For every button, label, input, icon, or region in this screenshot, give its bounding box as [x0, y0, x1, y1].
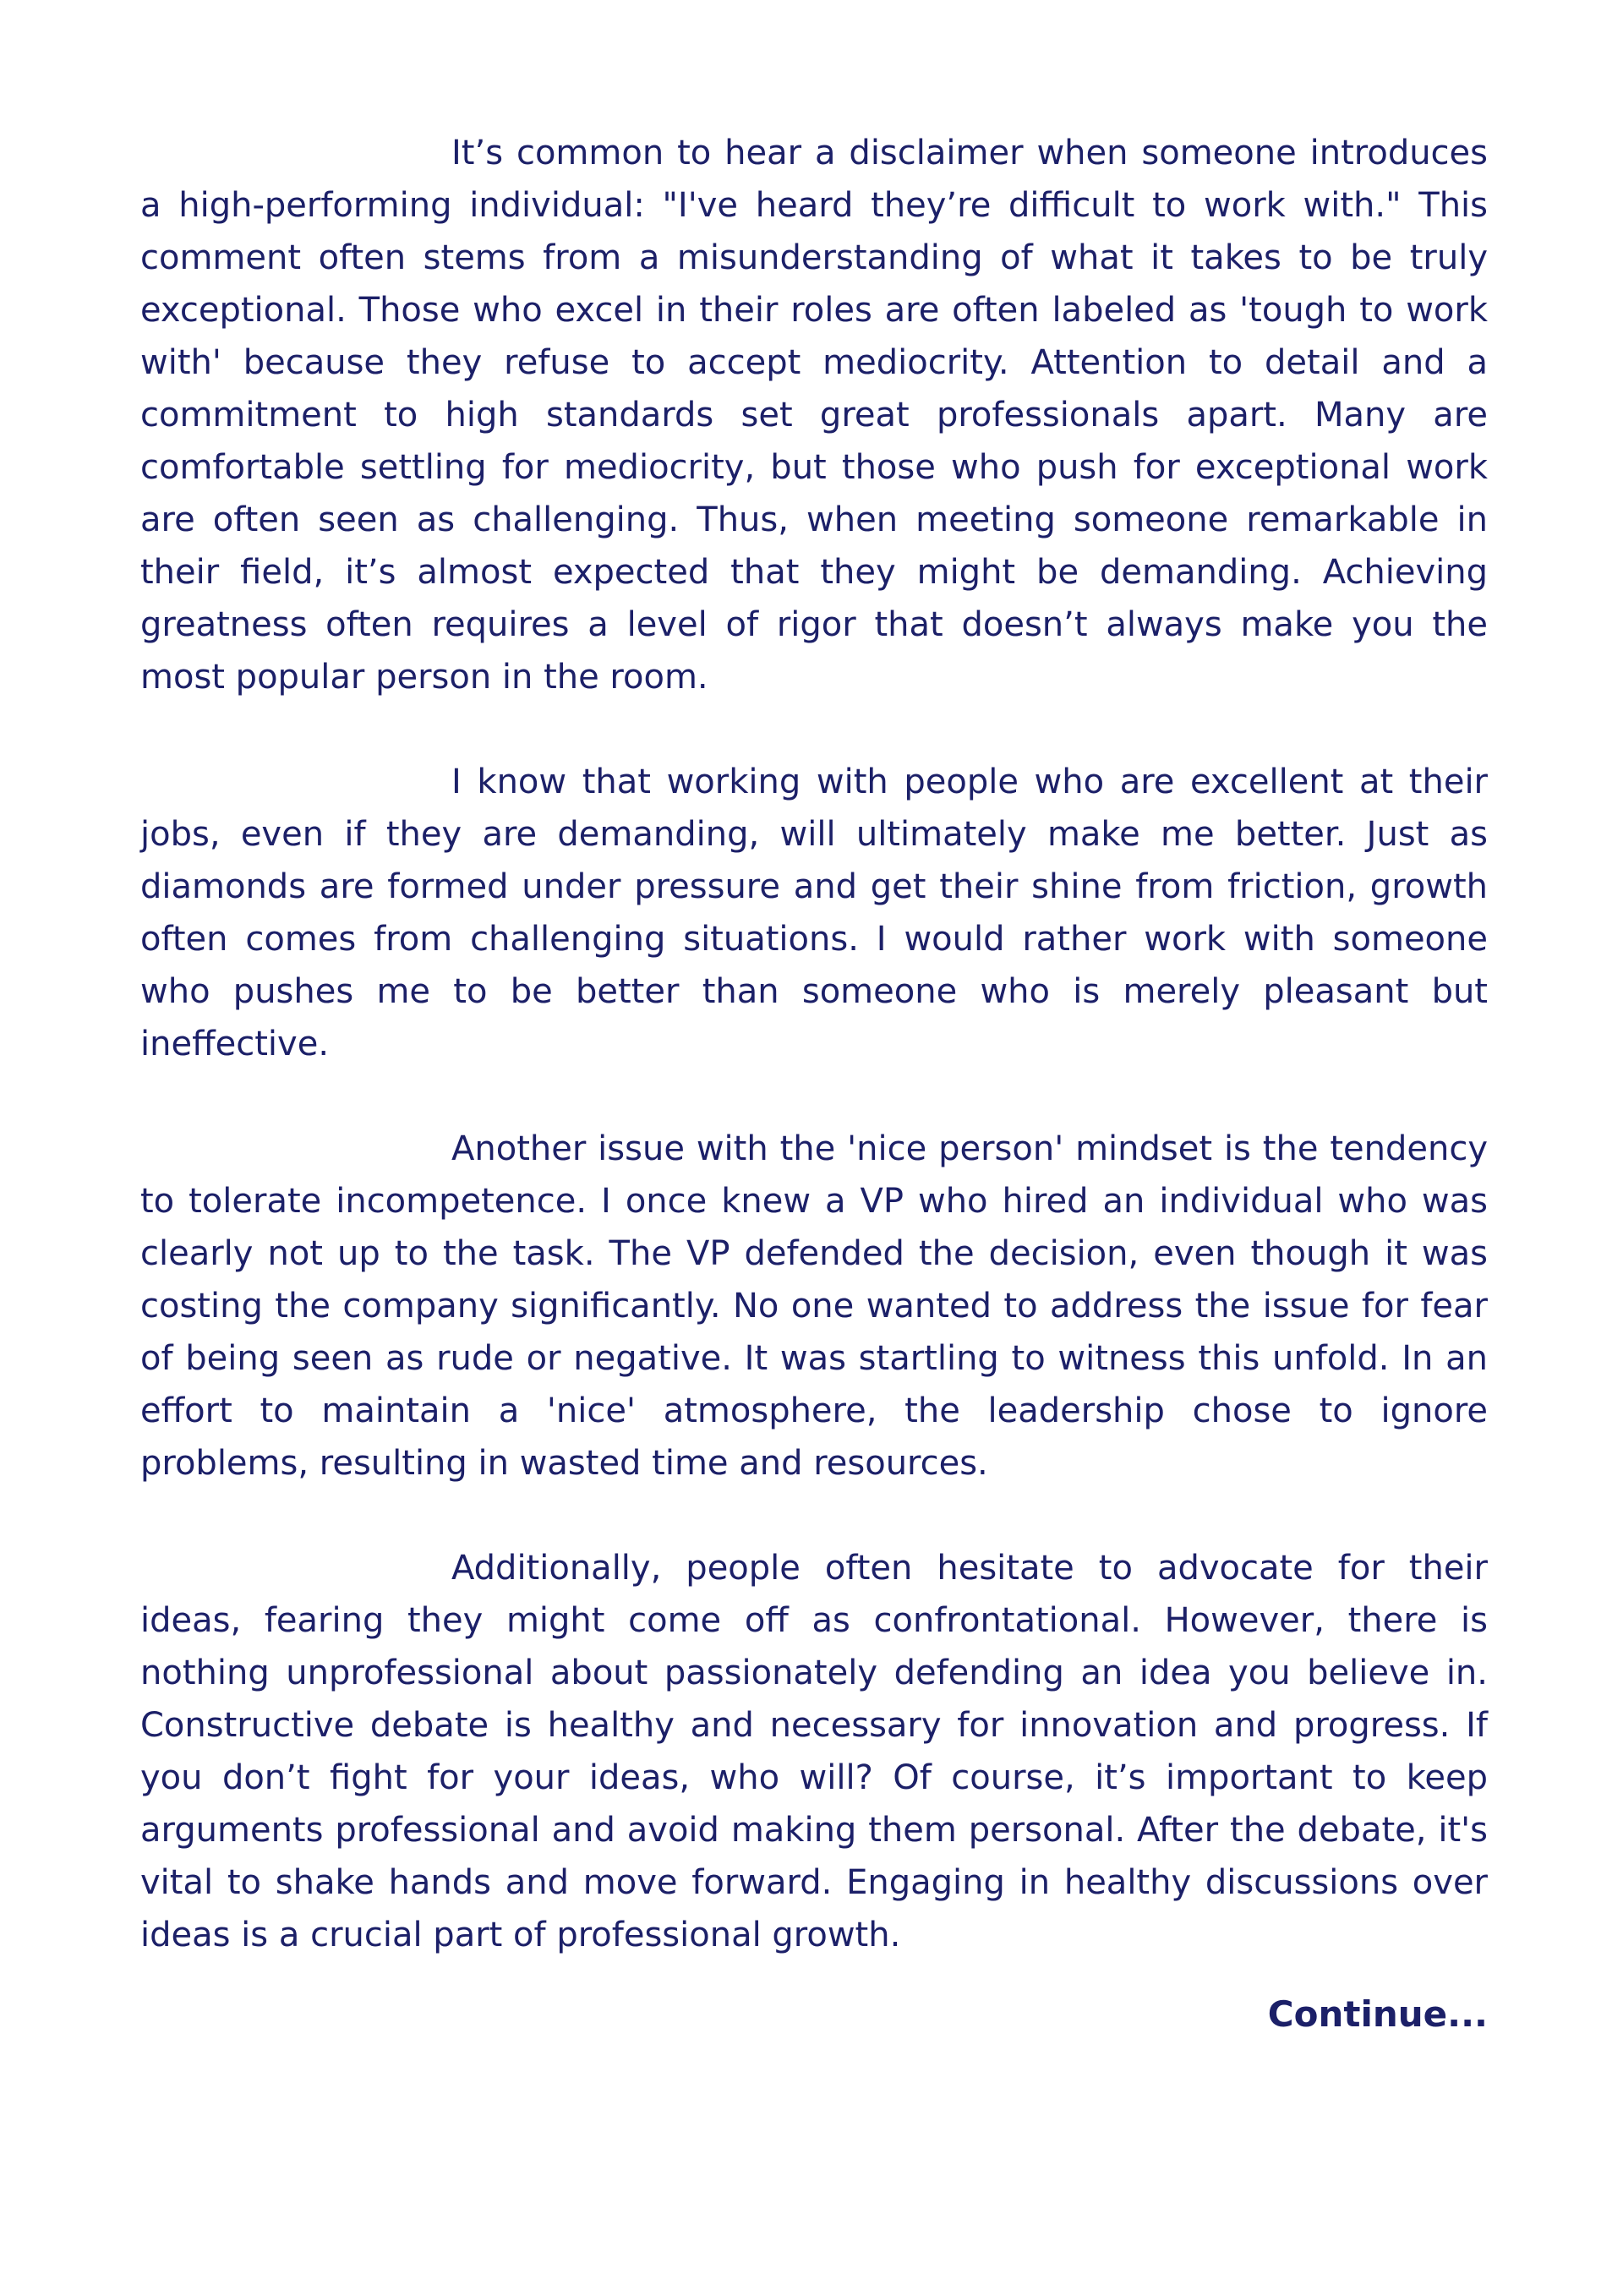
paragraph-1: It’s common to hear a disclaimer when someone introduces a high-performing individual: "I've heard they’re difficult to work with." This comment often stems from a misunderstanding of what it takes to be truly exceptional. Those who excel in their roles are often labeled as 'tough to work with' because they refuse to accept mediocrity. Attention to detail and a commitment to high standards set great professionals apart. Many are comfortable settling for mediocrity, but those who push for exceptional work are often seen as challenging. Thus, when meeting someone remarkable in their field, it’s almost expected that they might be demanding. Achieving greatness often requires a level of rigor that doesn’t always make you the most popular person in the room. — [140, 134, 1488, 697]
paragraph-2: I know that working with people who are excellent at their jobs, even if they are demanding, will ultimately make me better. Just as diamonds are formed under pressure and get their shine from friction, growth often comes from challenging situations. I would rather work with someone who pushes me to be better than someone who is merely pleasant but ineffective. — [140, 763, 1488, 1063]
continue-label: Continue... — [1267, 1993, 1488, 2035]
paragraph-3: Another issue with the 'nice person' mindset is the tendency to tolerate incompetence. I once knew a VP who hired an individual who was clearly not up to the task. The VP defended the decision, even though it was costing the company significantly. No one wanted to address the issue for fear of being seen as rude or negative. It was startling to witness this unfold. In an effort to maintain a 'nice' atmosphere, the leadership chose to ignore problems, resulting in wasted time and resources. — [140, 1129, 1488, 1483]
paragraph-4: Additionally, people often hesitate to advocate for their ideas, fearing they might come off as confrontational. However, there is nothing unprofessional about passionately defending an idea you believe in. Constructive debate is healthy and necessary for innovation and progress. If you don’t fight for your ideas, who will? Of course, it’s important to keep arguments professional and avoid making them personal. After the debate, it's vital to shake hands and move forward. Engaging in healthy discussions over ideas is a crucial part of professional growth. — [140, 1549, 1488, 1954]
